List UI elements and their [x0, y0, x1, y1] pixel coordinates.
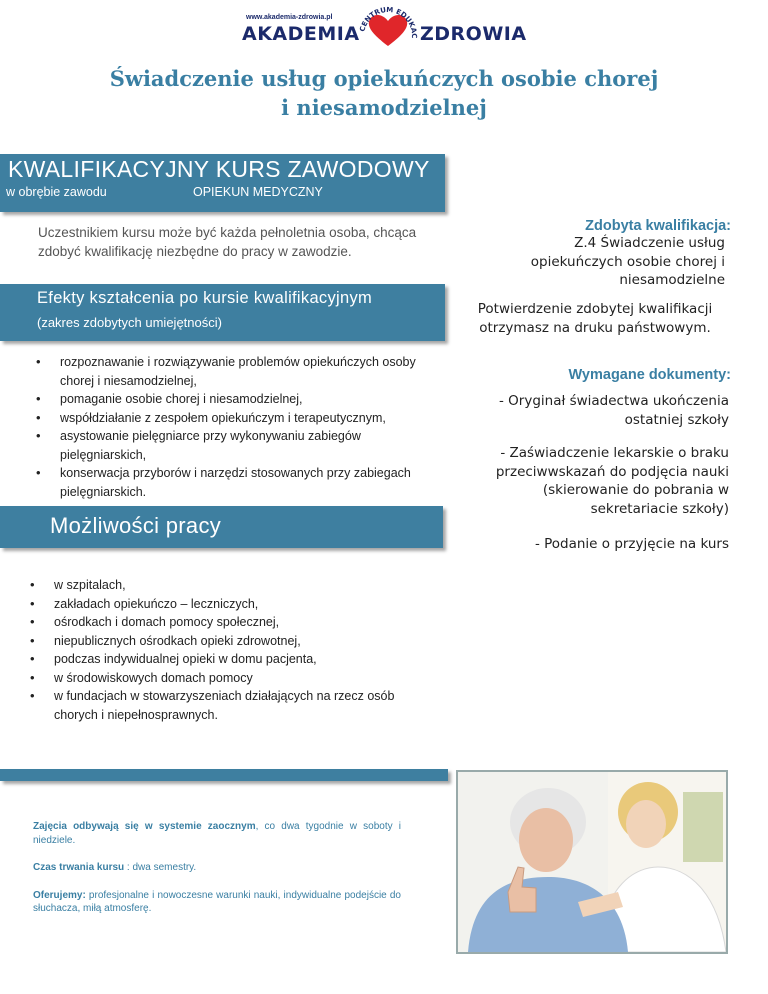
jobs-list: [30, 576, 430, 724]
outcomes-list: [36, 353, 436, 501]
logo-word-zdrowia: ZDROWIA: [420, 23, 527, 45]
duration-info: [33, 861, 401, 875]
logo: [240, 6, 527, 50]
page-title-line1: Świadczenie usług opiekuńczych osobie chorej: [109, 66, 659, 91]
schedule-bold: Zajęcia odbywają się w systemie zaocznym: [33, 821, 256, 832]
course-info: [33, 820, 401, 930]
schedule-rest: , co dwa tygodnie w soboty i niedziele.: [33, 821, 401, 846]
course-subtitle-right: OPIEKUN MEDYCZNY: [193, 185, 323, 199]
qualification-heading: Zdobyta kwalifikacja:: [585, 218, 731, 234]
offer-bold: Oferujemy:: [33, 889, 86, 901]
course-title: KWALIFIKACYJNY KURS ZAWODOWY: [8, 156, 430, 182]
qualification-text: Z.4 Świadczenie usług opiekuńczych osobie chorej i niesamodzielne: [530, 235, 725, 288]
list-item: • asystowanie pielęgniarce przy wykonywaniu zabiegów pielęgniarskich,: [36, 427, 436, 464]
list-item: • zakładach opiekuńczo – leczniczych,: [30, 595, 430, 614]
logo-arc-text: CENTRUM EDUKAC: [358, 6, 418, 39]
intro-text: Uczestnikiem kursu może być każda pełnoletnia osoba, chcąca zdobyć kwalifikację niezbędne do pracy w zawodzie.: [38, 225, 417, 259]
heart-icon: [358, 6, 418, 50]
duration-bold: Czas trwania kursu: [33, 862, 125, 873]
course-subtitle-left: w obrębie zawodu: [6, 185, 107, 199]
list-item: • niepublicznych ośrodkach opieki zdrowotnej,: [30, 632, 430, 651]
page-title-line2: i niesamodzielnej: [281, 95, 487, 120]
list-item: • współdziałanie z zespołem opiekuńczym i terapeutycznym,: [36, 409, 436, 428]
schedule-info: [33, 820, 401, 847]
list-item: • w środowiskowych domach pomocy: [30, 669, 430, 688]
list-item: • w fundacjach w stowarzyszeniach działających na rzecz osób chorych i niepełnosprawnych.: [30, 687, 430, 724]
duration-rest: : dwa semestry.: [124, 862, 197, 873]
list-item: • w szpitalach,: [30, 576, 430, 595]
list-item: • podczas indywidualnej opieki w domu pacjenta,: [30, 650, 430, 669]
list-item: • ośrodkach i domach pomocy społecznej,: [30, 613, 430, 632]
logo-url: www.akademia-zdrowia.pl: [246, 14, 333, 21]
list-item: • konserwacja przyborów i narzędzi stosowanych przy zabiegach pielęgniarskich.: [36, 464, 436, 501]
logo-word-akademia: AKADEMIA: [242, 23, 360, 45]
document-item: - Podanie o przyjęcie na kurs: [534, 536, 729, 552]
bottom-divider: [0, 769, 448, 781]
caregiver-photo-illustration: [458, 772, 726, 952]
caregiver-photo: [456, 770, 728, 954]
documents-heading: Wymagane dokumenty:: [568, 367, 731, 383]
offer-rest: profesjonalne i nowoczesne warunki nauki, indywidualne podejście do słuchacza, miłą atmosferę.: [33, 889, 401, 914]
page-title: [0, 64, 768, 122]
list-item: • pomaganie osobie chorej i niesamodzielnej,: [36, 390, 436, 409]
document-item: - Oryginał świadectwa ukończenia ostatniej szkoły: [498, 393, 729, 428]
confirmation-text: Potwierdzenie zdobytej kwalifikacji otrzymasz na druku państwowym.: [477, 301, 713, 336]
list-item: • rozpoznawanie i rozwiązywanie problemów opiekuńczych osoby chorej i niesamodzielnej,: [36, 353, 436, 390]
outcomes-title: Efekty kształcenia po kursie kwalifikacyjnym: [37, 289, 373, 307]
document-item: - Zaświadczenie lekarskie o braku przeciwwskazań do podjęcia nauki (skierowanie do pobrania w sekretariacie szkoły): [495, 445, 729, 517]
outcomes-subtitle: (zakres zdobytych umiejętności): [37, 315, 222, 330]
jobs-title: Możliwości pracy: [50, 513, 222, 538]
offer-info: [33, 889, 401, 916]
